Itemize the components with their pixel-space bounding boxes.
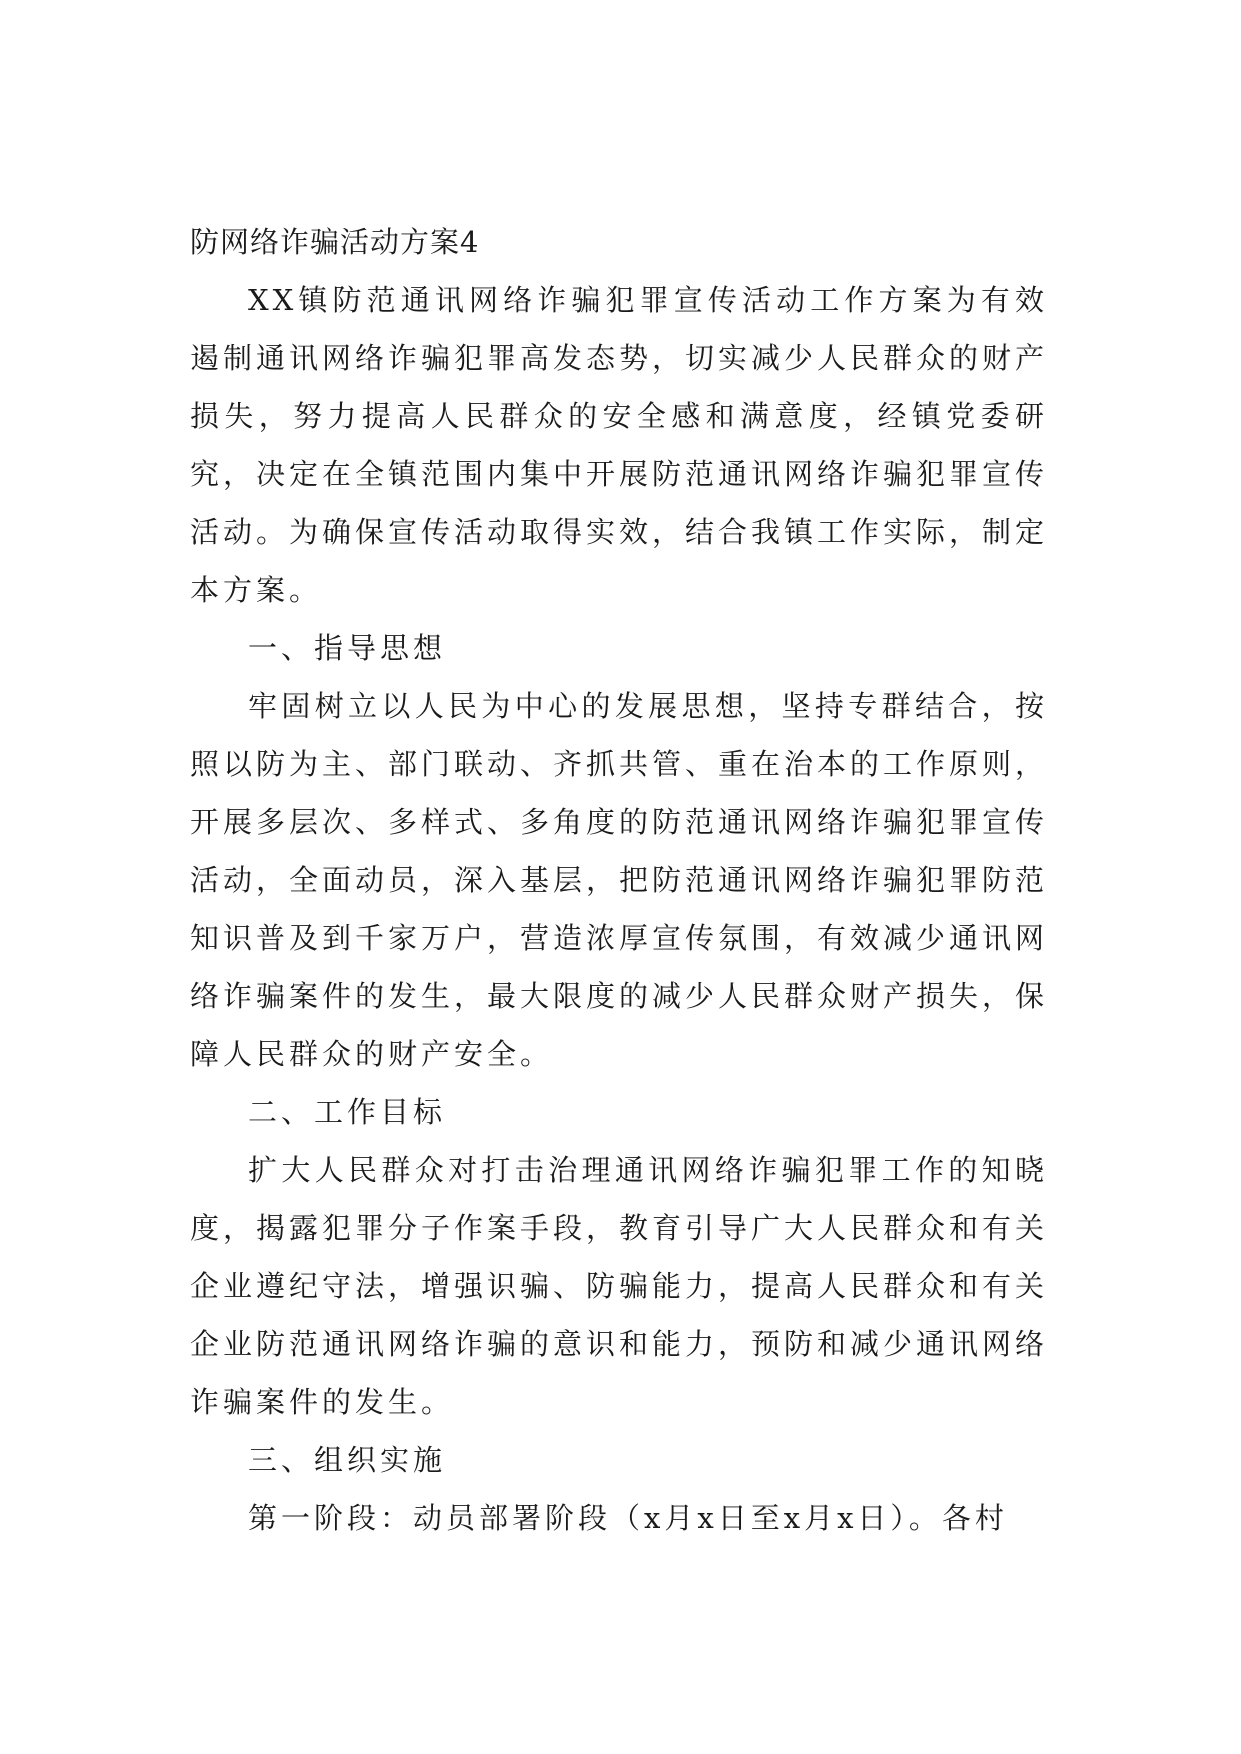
section-body-guiding-ideology: 牢固树立以人民为中心的发展思想，坚持专群结合，按照以防为主、部门联动、齐抓共管、重在治本的工作原则，开展多层次、多样式、多角度的防范通讯网络诈骗犯罪宣传活动，全面动员，深入基层，把防范通讯网络诈骗犯罪防范知识普及到千家万户，营造浓厚宣传氛围，有效减少通讯网络诈骗案件的发生，最大限度的减少人民群众财产损失，保障人民群众的财产安全。: [190, 689, 1049, 1071]
section-heading-implementation: 三、组织实施: [248, 1443, 447, 1477]
section-body-implementation: 第一阶段：动员部署阶段（x月x日至x月x日）。各村: [248, 1501, 1008, 1535]
intro-paragraph: XX镇防范通讯网络诈骗犯罪宣传活动工作方案为有效遏制通讯网络诈骗犯罪高发态势，切实减少人民群众的财产损失，努力提高人民群众的安全感和满意度，经镇党委研究，决定在全镇范围内集中开展防范通讯网络诈骗犯罪宣传活动。为确保宣传活动取得实效，结合我镇工作实际，制定本方案。: [190, 283, 1049, 607]
document-body: [190, 213, 1048, 1547]
section-heading-work-goals: 二、工作目标: [248, 1095, 447, 1129]
section-body-work-goals: 扩大人民群众对打击治理通讯网络诈骗犯罪工作的知晓度，揭露犯罪分子作案手段，教育引导广大人民群众和有关企业遵纪守法，增强识骗、防骗能力，提高人民群众和有关企业防范通讯网络诈骗的意识和能力，预防和减少通讯网络诈骗案件的发生。: [190, 1153, 1049, 1419]
document-title: 防网络诈骗活动方案4: [190, 225, 480, 259]
section-heading-guiding-ideology: 一、指导思想: [248, 631, 447, 665]
